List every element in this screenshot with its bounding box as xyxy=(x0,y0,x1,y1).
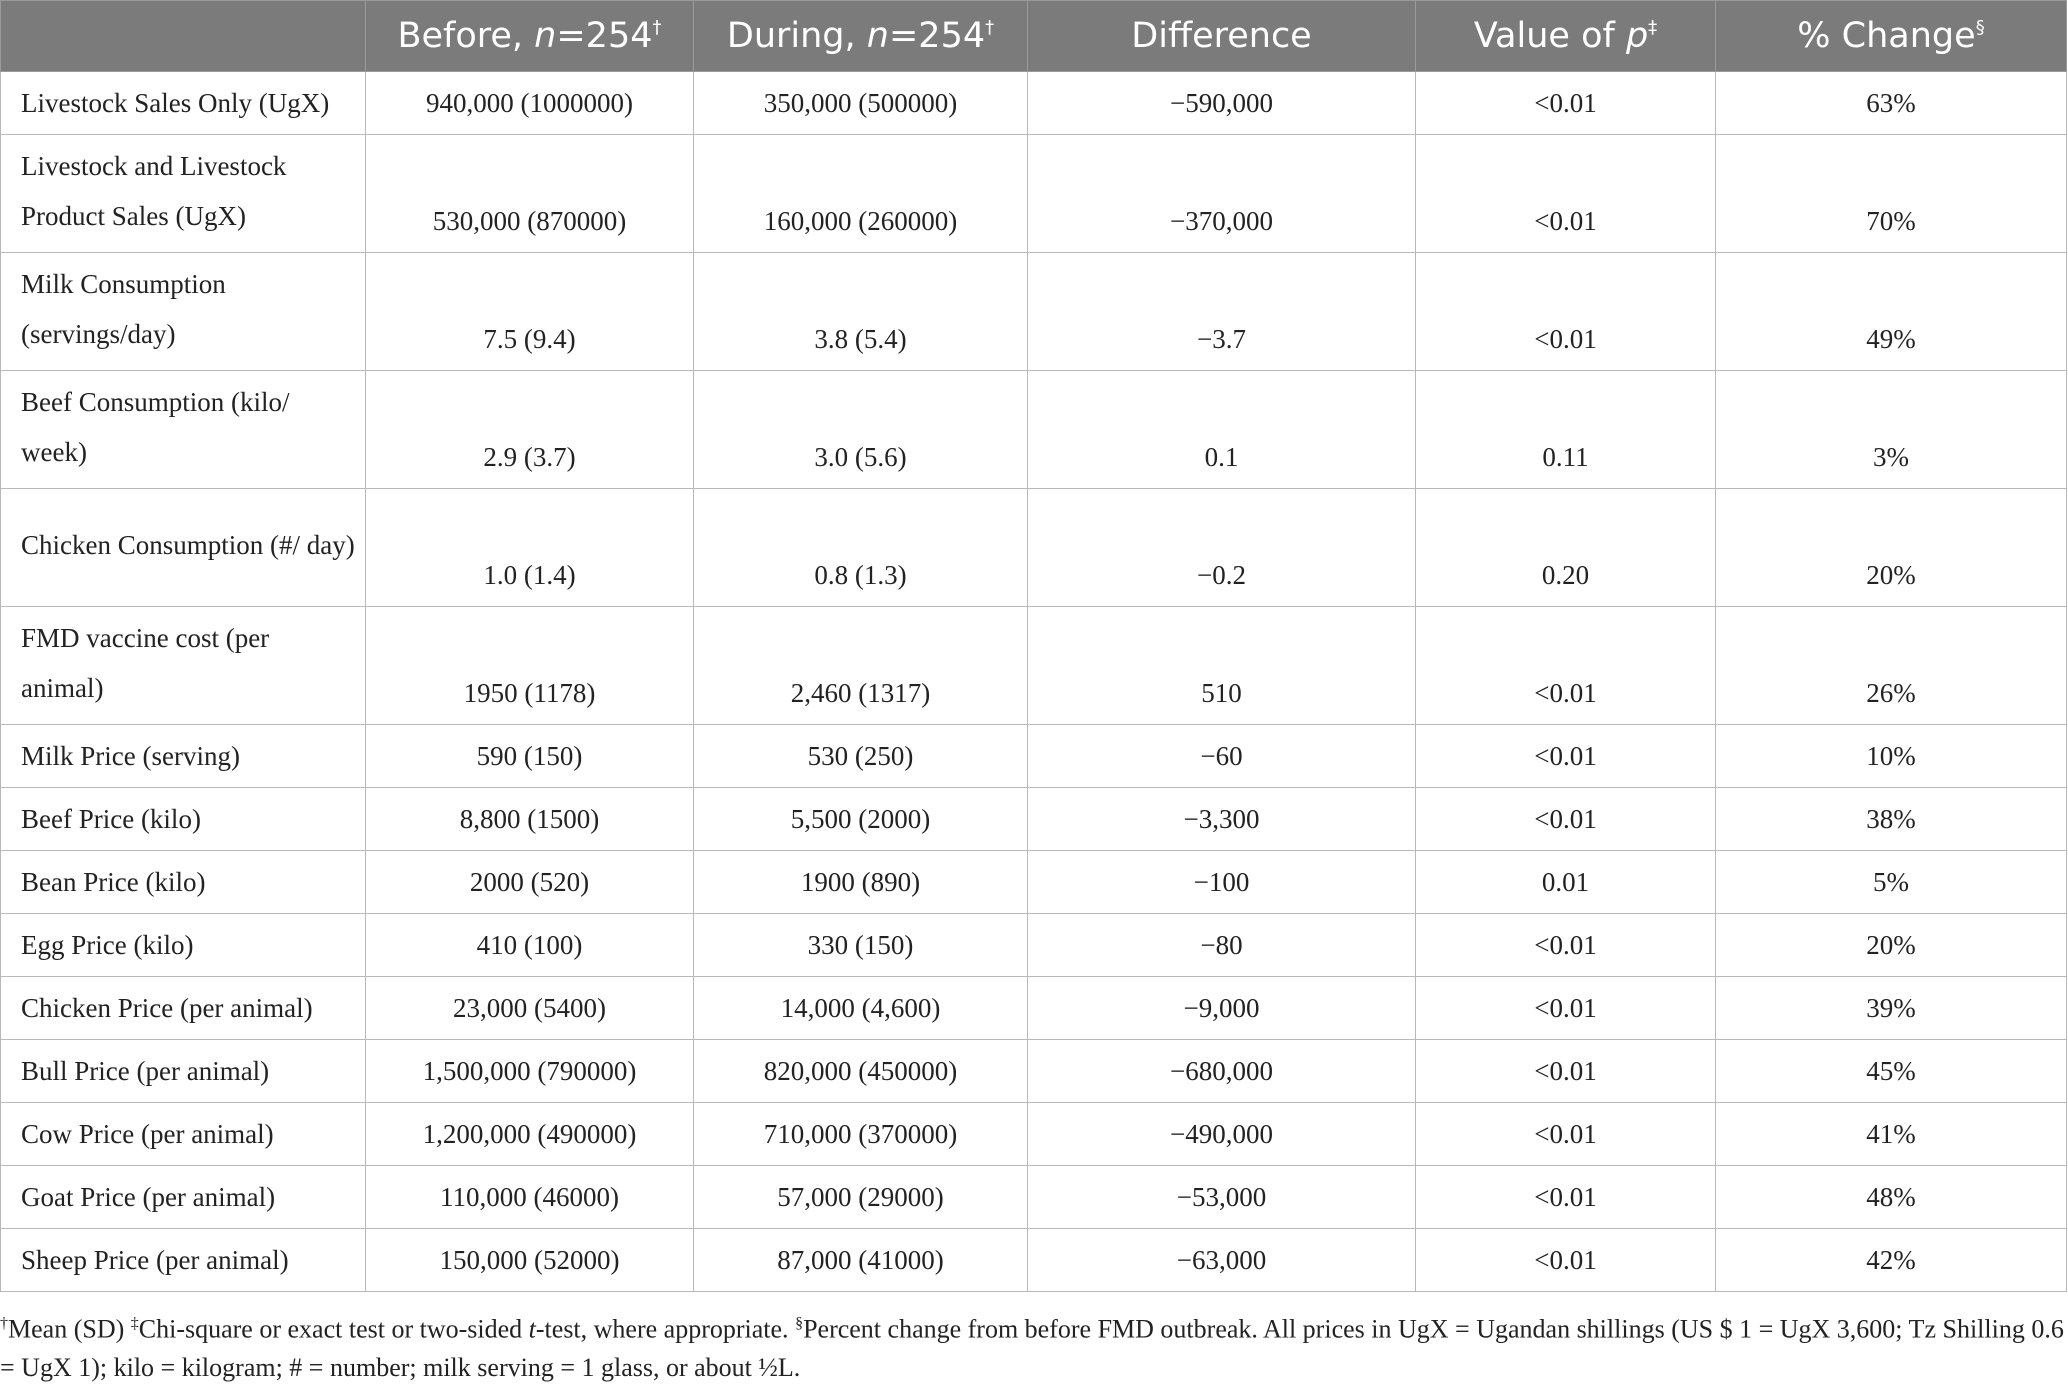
table-row xyxy=(1,607,2067,725)
cell-p-value: <0.01 xyxy=(1416,72,1716,135)
footnote-text: -test, where appropriate. xyxy=(535,1314,796,1344)
row-label: Chicken Consumption (#/ day) xyxy=(1,489,366,607)
cell-p-value: <0.01 xyxy=(1416,725,1716,788)
table-row xyxy=(1,1166,2067,1229)
cell-percent-change: 38% xyxy=(1716,788,2067,851)
cell-p-value: <0.01 xyxy=(1416,914,1716,977)
cell-difference: −80 xyxy=(1028,914,1416,977)
cell-before: 2000 (520) xyxy=(366,851,694,914)
row-label: Goat Price (per animal) xyxy=(1,1166,366,1229)
cell-percent-change: 20% xyxy=(1716,489,2067,607)
header-during: During, n=254† xyxy=(694,1,1028,72)
cell-percent-change: 39% xyxy=(1716,977,2067,1040)
cell-during: 0.8 (1.3) xyxy=(694,489,1028,607)
cell-percent-change: 3% xyxy=(1716,371,2067,489)
table-row xyxy=(1,371,2067,489)
table-row xyxy=(1,1229,2067,1292)
cell-before: 150,000 (52000) xyxy=(366,1229,694,1292)
cell-difference: −60 xyxy=(1028,725,1416,788)
footnote-mark-section: § xyxy=(795,1315,804,1332)
cell-difference: −370,000 xyxy=(1028,135,1416,253)
cell-difference: 0.1 xyxy=(1028,371,1416,489)
cell-during: 5,500 (2000) xyxy=(694,788,1028,851)
cell-during: 57,000 (29000) xyxy=(694,1166,1028,1229)
cell-difference: −3,300 xyxy=(1028,788,1416,851)
table-row xyxy=(1,914,2067,977)
cell-during: 350,000 (500000) xyxy=(694,72,1028,135)
header-before: Before, n=254† xyxy=(366,1,694,72)
table-footnote xyxy=(0,1305,2066,1387)
row-label: Milk Price (serving) xyxy=(1,725,366,788)
cell-p-value: 0.11 xyxy=(1416,371,1716,489)
cell-before: 23,000 (5400) xyxy=(366,977,694,1040)
table-row xyxy=(1,977,2067,1040)
cell-during: 160,000 (260000) xyxy=(694,135,1028,253)
cell-during: 3.0 (5.6) xyxy=(694,371,1028,489)
cell-p-value: <0.01 xyxy=(1416,1166,1716,1229)
cell-during: 330 (150) xyxy=(694,914,1028,977)
cell-percent-change: 42% xyxy=(1716,1229,2067,1292)
cell-before: 8,800 (1500) xyxy=(366,788,694,851)
table-row xyxy=(1,72,2067,135)
table-row xyxy=(1,788,2067,851)
cell-before: 1,200,000 (490000) xyxy=(366,1103,694,1166)
cell-difference: −63,000 xyxy=(1028,1229,1416,1292)
cell-before: 530,000 (870000) xyxy=(366,135,694,253)
row-label: Livestock and Livestock Product Sales (UgX) xyxy=(1,135,366,253)
cell-p-value: <0.01 xyxy=(1416,977,1716,1040)
cell-percent-change: 10% xyxy=(1716,725,2067,788)
table-row xyxy=(1,1040,2067,1103)
row-label: Beef Consumption (kilo/ week) xyxy=(1,371,366,489)
cell-before: 110,000 (46000) xyxy=(366,1166,694,1229)
cell-during: 1900 (890) xyxy=(694,851,1028,914)
cell-percent-change: 70% xyxy=(1716,135,2067,253)
cell-during: 87,000 (41000) xyxy=(694,1229,1028,1292)
cell-during: 820,000 (450000) xyxy=(694,1040,1028,1103)
row-label: Cow Price (per animal) xyxy=(1,1103,366,1166)
footnote-mark-double-dagger: ‡ xyxy=(130,1315,139,1332)
cell-p-value: 0.01 xyxy=(1416,851,1716,914)
footnote-text: Percent change from before FMD outbreak. All prices in UgX = Ugandan shillings (US $ 1 = UgX 3,600; Tz Shilling 0.6 = UgX 1); kilo = kilogram; # = number; milk serving = 1 glass, or about ½L. xyxy=(0,1314,2064,1382)
cell-percent-change: 49% xyxy=(1716,253,2067,371)
cell-difference: −100 xyxy=(1028,851,1416,914)
footnote-mark-dagger: † xyxy=(0,1315,8,1332)
cell-difference: −0.2 xyxy=(1028,489,1416,607)
table-row xyxy=(1,489,2067,607)
cell-p-value: 0.20 xyxy=(1416,489,1716,607)
cell-during: 3.8 (5.4) xyxy=(694,253,1028,371)
cell-before: 940,000 (1000000) xyxy=(366,72,694,135)
row-label: Egg Price (kilo) xyxy=(1,914,366,977)
cell-difference: −590,000 xyxy=(1028,72,1416,135)
header-p-value: Value of p‡ xyxy=(1416,1,1716,72)
row-label: Livestock Sales Only (UgX) xyxy=(1,72,366,135)
cell-percent-change: 41% xyxy=(1716,1103,2067,1166)
cell-difference: −53,000 xyxy=(1028,1166,1416,1229)
cell-p-value: <0.01 xyxy=(1416,1103,1716,1166)
table-row xyxy=(1,1103,2067,1166)
cell-p-value: <0.01 xyxy=(1416,1229,1716,1292)
cell-during: 710,000 (370000) xyxy=(694,1103,1028,1166)
cell-p-value: <0.01 xyxy=(1416,788,1716,851)
cell-p-value: <0.01 xyxy=(1416,253,1716,371)
cell-percent-change: 63% xyxy=(1716,72,2067,135)
cell-before: 1,500,000 (790000) xyxy=(366,1040,694,1103)
footnote-text: Mean (SD) xyxy=(8,1314,131,1344)
cell-before: 590 (150) xyxy=(366,725,694,788)
cell-before: 1950 (1178) xyxy=(366,607,694,725)
cell-difference: −680,000 xyxy=(1028,1040,1416,1103)
cell-before: 7.5 (9.4) xyxy=(366,253,694,371)
header-percent-change: % Change§ xyxy=(1716,1,2067,72)
cell-percent-change: 26% xyxy=(1716,607,2067,725)
cell-p-value: <0.01 xyxy=(1416,607,1716,725)
cell-difference: 510 xyxy=(1028,607,1416,725)
row-label: FMD vaccine cost (per animal) xyxy=(1,607,366,725)
table-row xyxy=(1,135,2067,253)
cell-percent-change: 45% xyxy=(1716,1040,2067,1103)
footnote-t: t xyxy=(528,1314,536,1344)
cell-during: 14,000 (4,600) xyxy=(694,977,1028,1040)
table-row xyxy=(1,725,2067,788)
cell-percent-change: 20% xyxy=(1716,914,2067,977)
row-label: Sheep Price (per animal) xyxy=(1,1229,366,1292)
footnote-text: Chi-square or exact test or two-sided xyxy=(138,1314,529,1344)
row-label: Chicken Price (per animal) xyxy=(1,977,366,1040)
cell-p-value: <0.01 xyxy=(1416,135,1716,253)
cell-during: 2,460 (1317) xyxy=(694,607,1028,725)
cell-before: 410 (100) xyxy=(366,914,694,977)
cell-before: 2.9 (3.7) xyxy=(366,371,694,489)
row-label: Bean Price (kilo) xyxy=(1,851,366,914)
cell-percent-change: 48% xyxy=(1716,1166,2067,1229)
cell-p-value: <0.01 xyxy=(1416,1040,1716,1103)
header-row xyxy=(1,1,2067,72)
row-label: Beef Price (kilo) xyxy=(1,788,366,851)
cell-during: 530 (250) xyxy=(694,725,1028,788)
row-label: Milk Consumption (servings/day) xyxy=(1,253,366,371)
cell-percent-change: 5% xyxy=(1716,851,2067,914)
cell-difference: −490,000 xyxy=(1028,1103,1416,1166)
header-difference: Difference xyxy=(1028,1,1416,72)
table-row xyxy=(1,851,2067,914)
cell-before: 1.0 (1.4) xyxy=(366,489,694,607)
header-variable xyxy=(1,1,366,72)
cell-difference: −3.7 xyxy=(1028,253,1416,371)
row-label: Bull Price (per animal) xyxy=(1,1040,366,1103)
cell-difference: −9,000 xyxy=(1028,977,1416,1040)
table-row xyxy=(1,253,2067,371)
